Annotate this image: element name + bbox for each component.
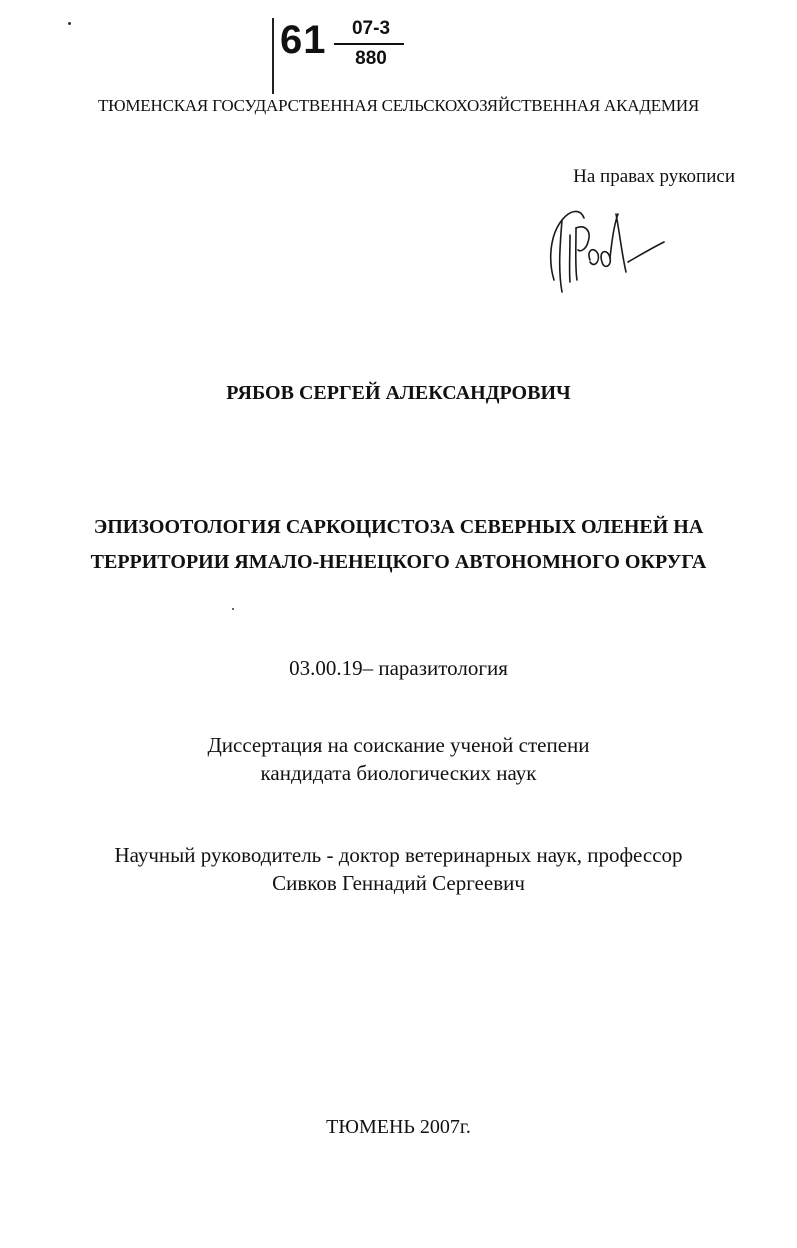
stamp-rule (272, 18, 274, 94)
supervisor-line: Сивков Геннадий Сергеевич (272, 871, 525, 895)
signature-icon (540, 200, 670, 300)
scan-speck (232, 608, 234, 610)
specialty-code: 03.00.19– паразитология (289, 656, 508, 680)
supervisor-line: Научный руководитель - доктор ветеринарных наук, профессор (114, 843, 683, 867)
degree-line: Диссертация на соискание ученой степени (207, 733, 590, 757)
thesis-title (0, 510, 797, 580)
place-year: ТЮМЕНЬ 2007г. (326, 1116, 471, 1138)
thesis-title-line: ТЕРРИТОРИИ ЯМАЛО-НЕНЕЦКОГО АВТОНОМНОГО ОКРУГА (90, 551, 707, 573)
scan-speck (68, 22, 71, 25)
academy-name: ТЮМЕНСКАЯ ГОСУДАРСТВЕННАЯ СЕЛЬСКОХОЗЯЙСТВЕННАЯ АКАДЕМИЯ (97, 96, 700, 115)
thesis-title-line: ЭПИЗООТОЛОГИЯ САРКОЦИСТОЗА СЕВЕРНЫХ ОЛЕНЕЙ НА (93, 516, 704, 538)
degree-line: кандидата биологических наук (260, 761, 537, 785)
stamp-fraction-bar (334, 43, 404, 45)
author-name: РЯБОВ СЕРГЕЙ АЛЕКСАНДРОВИЧ (226, 382, 571, 404)
rights-note: На правах рукописи (573, 166, 735, 187)
degree-statement (0, 731, 797, 787)
stamp-denominator: 880 (355, 48, 387, 69)
stamp-numerator: 07-3 (351, 18, 391, 39)
stamp-number: 61 (280, 18, 327, 62)
supervisor-block (0, 841, 797, 897)
